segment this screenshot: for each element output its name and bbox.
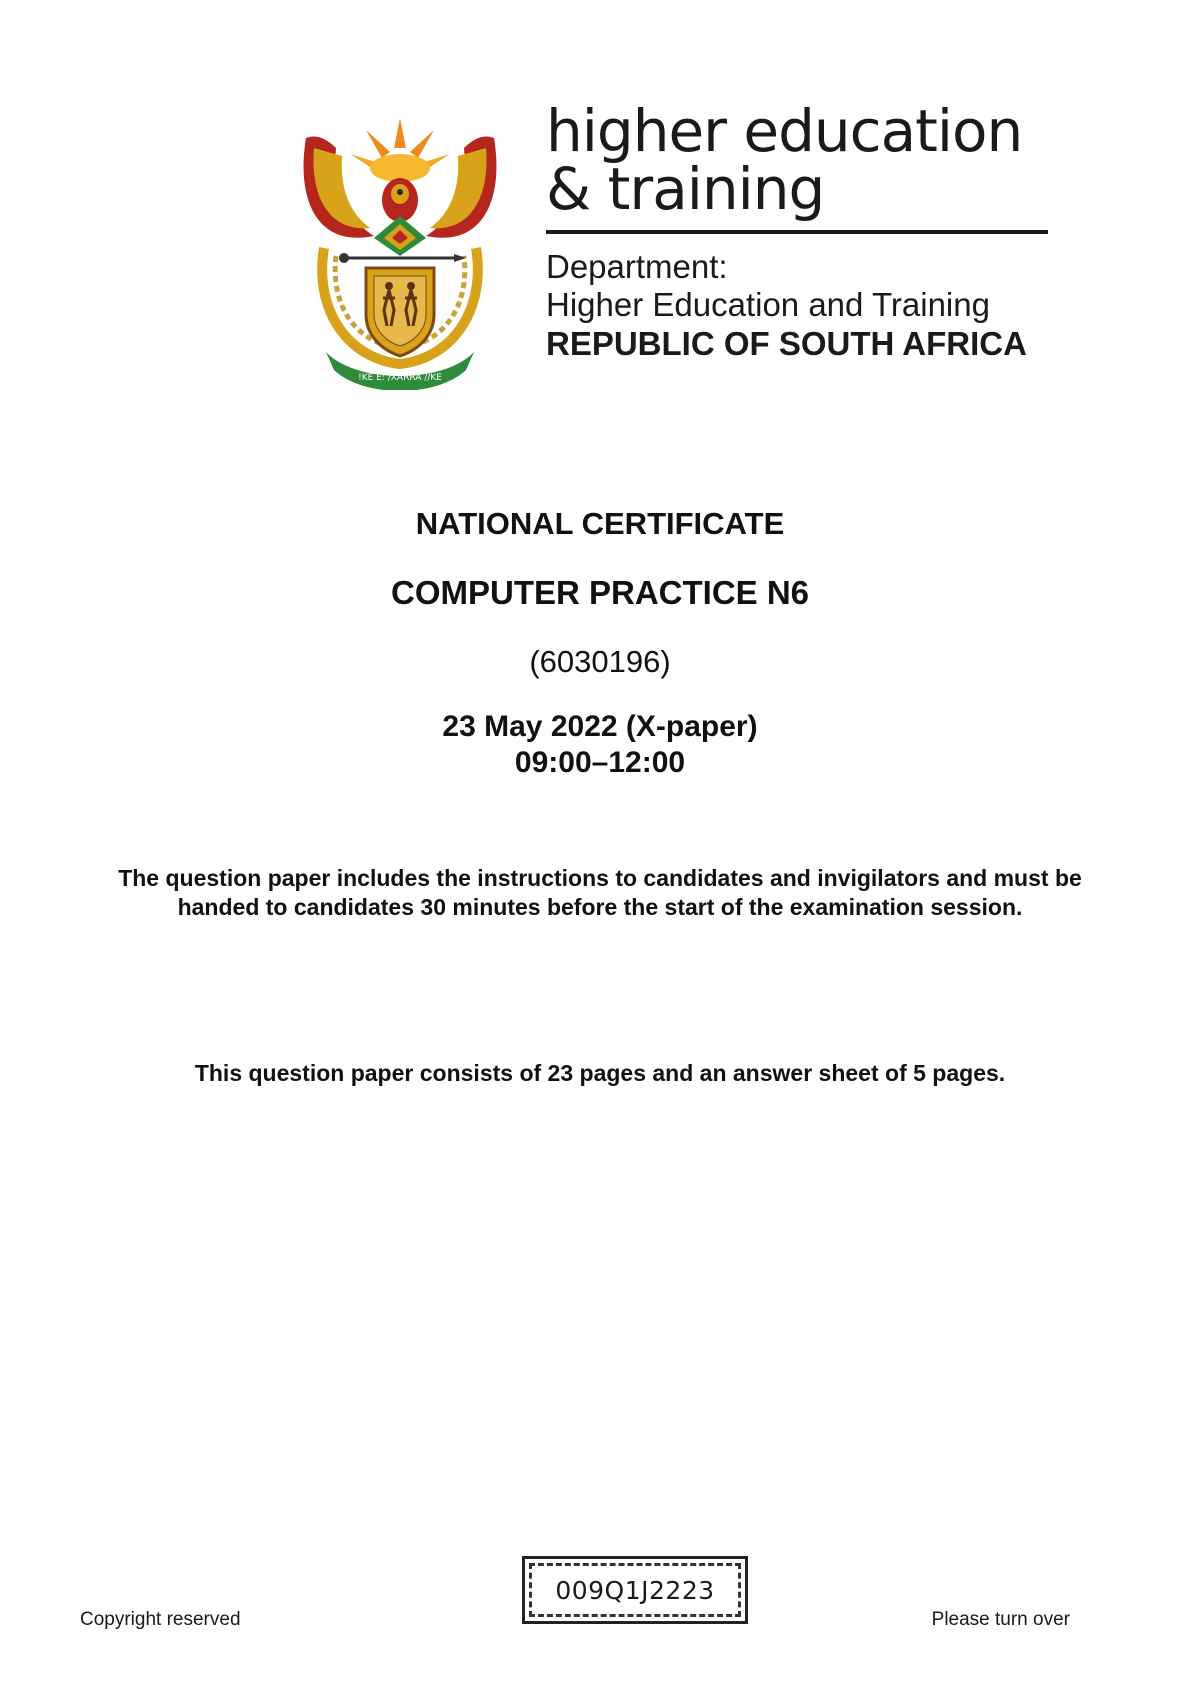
exam-time: 09:00–12:00 xyxy=(514,746,686,779)
exam-date: 23 May 2022 (X-paper) xyxy=(442,710,758,743)
brand-line-2: & training xyxy=(546,155,825,223)
brand-line-1: higher education xyxy=(546,97,1023,165)
turn-over-note: Please turn over xyxy=(931,1609,1070,1630)
bird-head-icon xyxy=(382,178,418,222)
subject-code: (6030196) xyxy=(529,644,671,679)
certificate-title: NATIONAL CERTIFICATE xyxy=(415,506,785,541)
subject-title: COMPUTER PRACTICE N6 xyxy=(390,574,810,611)
coat-of-arms-logo xyxy=(296,108,504,390)
department-wordmark xyxy=(546,97,1052,364)
copyright-notice: Copyright reserved xyxy=(80,1609,241,1630)
brand-divider xyxy=(546,230,1048,234)
paper-code: 009Q1J2223 xyxy=(529,1563,741,1617)
instructions-paragraph xyxy=(0,864,1200,922)
motto-banner-icon xyxy=(326,352,474,390)
country-name: REPUBLIC OF SOUTH AFRICA xyxy=(546,325,1027,362)
instructions-line-2: handed to candidates 30 minutes before the start of the examination session. xyxy=(177,894,1023,920)
instructions-line-1: The question paper includes the instructions to candidates and invigilators and must be xyxy=(118,865,1082,891)
motto-text: !KE E: /XARRA //KE xyxy=(358,373,442,383)
shield-icon xyxy=(366,268,434,356)
protea-icon xyxy=(374,216,426,256)
department-name: Higher Education and Training xyxy=(546,286,990,323)
department-label: Department: xyxy=(546,248,728,285)
page-count-note: This question paper consists of 23 pages and an answer sheet of 5 pages. xyxy=(194,1060,1006,1086)
sun-rays-icon xyxy=(350,118,450,182)
paper-code-box xyxy=(522,1556,748,1624)
